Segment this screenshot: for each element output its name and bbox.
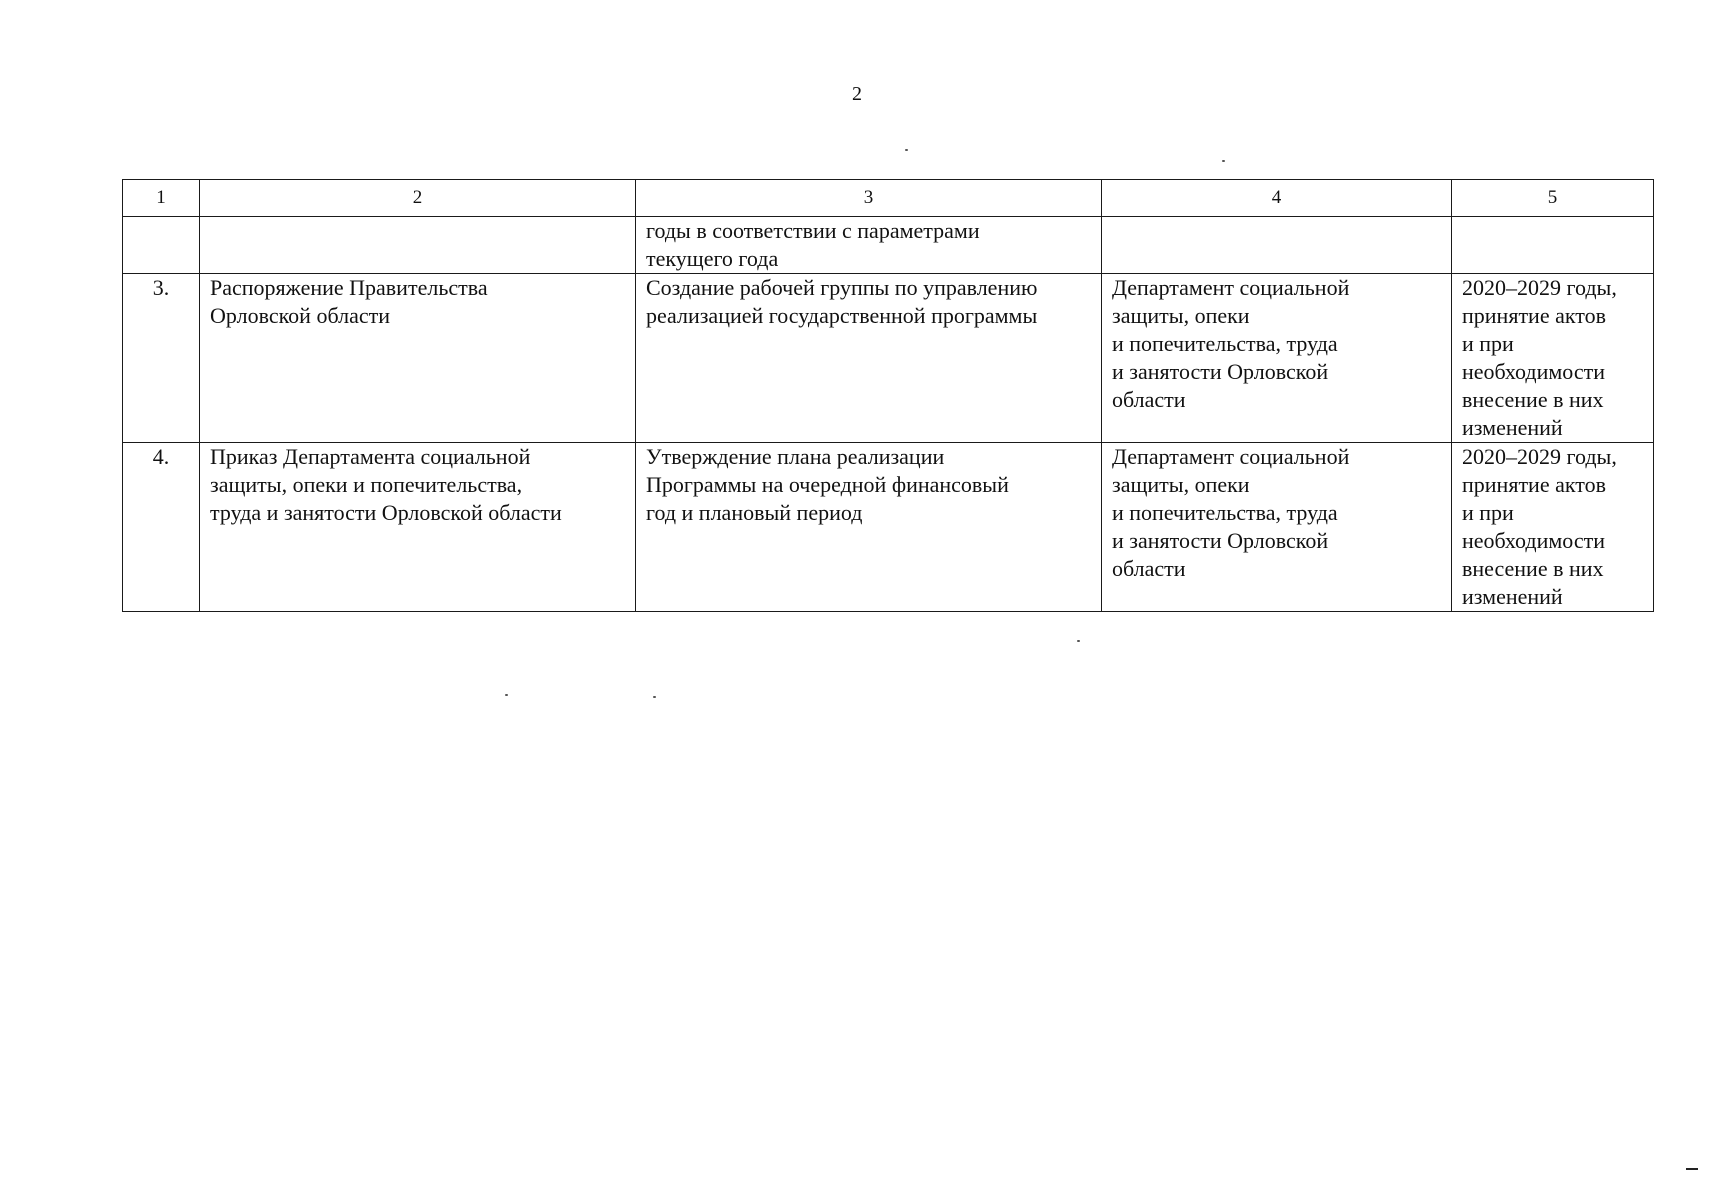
column-number-3: 3 [636, 180, 1102, 217]
cell-term [1452, 274, 1654, 443]
cell-line: внесение в них [1462, 387, 1604, 412]
cell-line: Приказ Департамента социальной [210, 444, 531, 469]
cell-line: годы в соответствии с параметрами [646, 218, 980, 243]
column-number-2: 2 [200, 180, 636, 217]
scan-edge-mark [1686, 1168, 1698, 1170]
cell-responsible [1102, 217, 1452, 274]
cell-line: Департамент социальной [1112, 444, 1350, 469]
cell-responsible [1102, 274, 1452, 443]
column-number-5: 5 [1452, 180, 1654, 217]
cell-line: и при [1462, 331, 1514, 356]
cell-term [1452, 443, 1654, 612]
cell-line: защиты, опеки и попечительства, [210, 472, 523, 497]
cell-line: изменений [1462, 415, 1563, 440]
cell-row-number: 4. [123, 443, 200, 612]
cell-line: и попечительства, труда [1112, 331, 1338, 356]
cell-line: и при [1462, 500, 1514, 525]
page-number: 2 [852, 83, 862, 105]
cell-term [1452, 217, 1654, 274]
cell-line: области [1112, 387, 1186, 412]
cell-line: текущего года [646, 246, 779, 271]
cell-line: труда и занятости Орловской области [210, 500, 562, 525]
cell-line: защиты, опеки [1112, 303, 1250, 328]
continuation-row [123, 217, 1654, 274]
cell-line: принятие актов [1462, 472, 1606, 497]
cell-line: Орловской области [210, 303, 390, 328]
cell-line: области [1112, 556, 1186, 581]
scan-speck [1077, 640, 1080, 642]
scan-speck [505, 694, 508, 696]
cell-row-number: 3. [123, 274, 200, 443]
cell-line: Программы на очередной финансовый [646, 472, 1009, 497]
cell-line: 2020–2029 годы, [1462, 275, 1617, 300]
column-number-1: 1 [123, 180, 200, 217]
scan-speck [653, 696, 656, 698]
cell-line: внесение в них [1462, 556, 1604, 581]
cell-responsible [1102, 443, 1452, 612]
cell-line: защиты, опеки [1112, 472, 1250, 497]
cell-line: необходимости [1462, 528, 1606, 553]
cell-line: принятие актов [1462, 303, 1606, 328]
cell-line: и попечительства, труда [1112, 500, 1338, 525]
cell-line: изменений [1462, 584, 1563, 609]
cell-line: год и плановый период [646, 500, 863, 525]
cell-line: Распоряжение Правительства [210, 275, 488, 300]
cell-content [636, 217, 1102, 274]
cell-line: Создание рабочей группы по управлению [646, 275, 1038, 300]
cell-line: Департамент социальной [1112, 275, 1350, 300]
column-number-4: 4 [1102, 180, 1452, 217]
table-header-row [123, 180, 1654, 217]
cell-content [636, 443, 1102, 612]
scan-speck [905, 149, 908, 151]
cell-line: 2020–2029 годы, [1462, 444, 1617, 469]
cell-document [200, 443, 636, 612]
cell-line: и занятости Орловской [1112, 528, 1329, 553]
measures-table [122, 179, 1654, 612]
cell-row-number [123, 217, 200, 274]
cell-line: реализацией государственной программы [646, 303, 1038, 328]
table-row [123, 443, 1654, 612]
table-row [123, 274, 1654, 443]
cell-content [636, 274, 1102, 443]
cell-line: необходимости [1462, 359, 1606, 384]
cell-line: и занятости Орловской [1112, 359, 1329, 384]
cell-document [200, 217, 636, 274]
cell-document [200, 274, 636, 443]
scan-speck [1222, 160, 1225, 162]
cell-line: Утверждение плана реализации [646, 444, 945, 469]
